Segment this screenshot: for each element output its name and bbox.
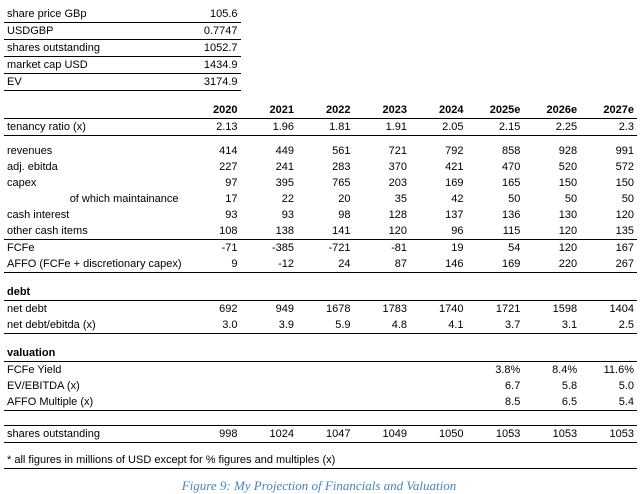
cell-value (410, 40, 467, 57)
row-label: AFFO (FCFe + discretionary capex) (4, 256, 184, 273)
cell-value: 169 (445, 177, 464, 189)
cell-value: 1049 (354, 426, 411, 443)
table-row (4, 143, 637, 159)
table-row (4, 426, 637, 443)
spacer-cell (4, 91, 637, 103)
table-row (4, 378, 637, 394)
column-header: 2027e (580, 102, 637, 119)
cell-value: 2.13 (184, 119, 241, 136)
cell-value (354, 345, 411, 362)
table-row (4, 6, 637, 23)
cell-value: 241 (275, 161, 295, 173)
cell-value: 8.5 (467, 394, 524, 411)
cell-value (467, 23, 524, 40)
spacer-row (4, 443, 637, 451)
column-header: 2025e (467, 102, 524, 119)
spacer-row (4, 136, 637, 144)
column-header: 2021 (241, 102, 298, 119)
cell-value: 998 (184, 426, 241, 443)
table-row (4, 175, 637, 191)
cell-value (580, 284, 637, 301)
cell-value: 3174.9 (184, 74, 241, 91)
row-label: capex (7, 177, 37, 189)
cell-value: 2.5 (580, 317, 637, 334)
cell-value: 414 (219, 145, 238, 157)
cell-value (354, 74, 411, 91)
cell-value: 1053 (580, 426, 637, 443)
cell-value (410, 378, 467, 394)
row-label: revenues (7, 145, 53, 157)
cell-value: 370 (388, 161, 408, 173)
cell-value (297, 394, 354, 411)
cell-value: 520 (558, 161, 578, 173)
cell-value: 2.15 (467, 119, 524, 136)
cell-value: 1434.9 (184, 57, 241, 74)
cell-value (410, 284, 467, 301)
spacer-cell (4, 334, 637, 346)
cell-value (297, 74, 354, 91)
cell-value (354, 6, 411, 23)
cell-value (580, 40, 637, 57)
cell-value: 4.1 (410, 317, 467, 334)
cell-value (184, 362, 241, 379)
cell-value: 108 (184, 223, 241, 240)
cell-value: 561 (332, 145, 351, 157)
cell-value (297, 378, 354, 394)
cell-value: 1052.7 (184, 40, 241, 57)
cell-value: 136 (501, 209, 521, 221)
cell-value (410, 23, 467, 40)
cell-value: -71 (221, 242, 238, 254)
footnote-text: * all figures in millions of USD except for % figures and multiples (x) (4, 450, 637, 469)
row-label: FCFe Yield (7, 364, 62, 376)
cell-value: 11.6% (603, 364, 634, 376)
cell-value (580, 74, 637, 91)
spacer-cell (4, 443, 637, 451)
cell-value (523, 23, 580, 40)
table-row (4, 57, 637, 74)
figure-caption: Figure 9: My Projection of Financials and Valuation (181, 478, 457, 493)
cell-value: 120 (523, 223, 580, 240)
row-label: shares outstanding (4, 426, 184, 443)
cell-value: 1740 (439, 303, 464, 315)
cell-value: 227 (219, 161, 238, 173)
cell-value (410, 345, 467, 362)
cell-value: 128 (388, 209, 408, 221)
table-row (4, 23, 637, 40)
cell-value: 421 (445, 161, 464, 173)
cell-value: 858 (501, 145, 521, 157)
row-label: debt (4, 284, 184, 301)
cell-value (241, 362, 298, 379)
cell-value: 96 (410, 223, 467, 240)
row-label: tenancy ratio (x) (4, 119, 184, 136)
table-row (4, 119, 637, 136)
cell-value: 203 (388, 177, 408, 189)
cell-value (184, 378, 241, 394)
cell-value: 150 (558, 177, 578, 189)
cell-value (354, 378, 411, 394)
footnote-row (4, 450, 637, 469)
cell-value: -385 (271, 242, 295, 254)
table-row (4, 256, 637, 273)
row-label: net debt (7, 303, 47, 315)
cell-value: 97 (225, 177, 238, 189)
column-header: 2023 (354, 102, 411, 119)
cell-value: 50 (508, 193, 521, 205)
spacer-row (4, 273, 637, 285)
column-header: 2024 (410, 102, 467, 119)
table-row (4, 394, 637, 411)
table-row (4, 159, 637, 175)
cell-value: 792 (445, 145, 464, 157)
cell-value (410, 394, 467, 411)
spacer-cell (4, 411, 637, 426)
cell-value: 9 (184, 256, 241, 273)
cell-value (241, 6, 298, 23)
cell-value: 4.8 (354, 317, 411, 334)
cell-value: 22 (281, 193, 295, 205)
cell-value: 137 (445, 209, 464, 221)
cell-value: 165 (501, 177, 521, 189)
cell-value (297, 345, 354, 362)
spacer-row (4, 334, 637, 346)
financial-table (4, 6, 637, 469)
cell-value: 1721 (495, 303, 521, 315)
cell-value: 3.8% (495, 364, 521, 376)
cell-value (241, 345, 298, 362)
cell-value (297, 40, 354, 57)
cell-value (184, 345, 241, 362)
cell-value (523, 57, 580, 74)
row-label: EV (4, 74, 184, 91)
cell-value (580, 57, 637, 74)
cell-value (523, 6, 580, 23)
cell-value (467, 345, 524, 362)
cell-value: 1.91 (354, 119, 411, 136)
cell-value (297, 362, 354, 379)
cell-value: 0.7747 (184, 23, 241, 40)
cell-value (580, 345, 637, 362)
row-label: net debt/ebitda (x) (4, 317, 184, 334)
table-row (4, 207, 637, 223)
cell-value: 949 (275, 303, 295, 315)
cell-value (354, 394, 411, 411)
cell-value (523, 284, 580, 301)
row-label: EV/EBITDA (x) (7, 380, 80, 392)
cell-value: 19 (451, 242, 464, 254)
cell-value (297, 6, 354, 23)
cell-value: 24 (297, 256, 354, 273)
table-row (4, 40, 637, 57)
cell-value: 1.96 (241, 119, 298, 136)
row-label (4, 102, 184, 119)
row-label: USDGBP (4, 23, 184, 40)
row-label: AFFO Multiple (x) (4, 394, 184, 411)
cell-value: -81 (391, 242, 408, 254)
cell-value: 991 (615, 145, 634, 157)
cell-value: 42 (451, 193, 464, 205)
cell-value (410, 74, 467, 91)
table-row (4, 74, 637, 91)
cell-value: 20 (338, 193, 351, 205)
cell-value: 1024 (241, 426, 298, 443)
cell-value (523, 345, 580, 362)
cell-value (410, 57, 467, 74)
cell-value (523, 74, 580, 91)
cell-value (467, 284, 524, 301)
cell-value (297, 57, 354, 74)
cell-value: 470 (501, 161, 521, 173)
cell-value: 1050 (410, 426, 467, 443)
cell-value (184, 394, 241, 411)
cell-value: 138 (241, 223, 298, 240)
cell-value: 765 (332, 177, 351, 189)
cell-value (184, 284, 241, 301)
cell-value: -721 (328, 242, 351, 254)
cell-value: 50 (564, 193, 578, 205)
cell-value: 449 (275, 145, 295, 157)
row-label: market cap USD (4, 57, 184, 74)
cell-value (523, 40, 580, 57)
cell-value (467, 57, 524, 74)
cell-value: 120 (354, 223, 411, 240)
cell-value: 3.9 (241, 317, 298, 334)
cell-value (241, 284, 298, 301)
cell-value: 87 (354, 256, 411, 273)
cell-value: 721 (388, 145, 408, 157)
row-label: share price GBp (4, 6, 184, 23)
cell-value (580, 6, 637, 23)
table-row (4, 301, 637, 318)
cell-value: 5.8 (561, 380, 578, 392)
table-row (4, 191, 637, 207)
financial-table-body (4, 6, 637, 469)
cell-value: 167 (615, 242, 634, 254)
cell-value: 283 (332, 161, 351, 173)
cell-value: 1678 (326, 303, 351, 315)
cell-value: 692 (219, 303, 238, 315)
row-label: valuation (4, 345, 184, 362)
cell-value: 1.81 (297, 119, 354, 136)
table-row (4, 362, 637, 379)
cell-value (354, 57, 411, 74)
cell-value: 135 (580, 223, 637, 240)
cell-value (241, 23, 298, 40)
row-label: cash interest (7, 209, 70, 221)
cell-value: 17 (225, 193, 238, 205)
cell-value: 146 (410, 256, 467, 273)
cell-value (467, 74, 524, 91)
cell-value (241, 74, 298, 91)
cell-value (354, 40, 411, 57)
cell-value: 50 (621, 193, 634, 205)
cell-value (410, 362, 467, 379)
cell-value: 1598 (552, 303, 578, 315)
column-header: 2022 (297, 102, 354, 119)
row-label: adj. ebitda (7, 161, 58, 173)
column-header: 2020 (184, 102, 241, 119)
cell-value (297, 23, 354, 40)
table-row (4, 317, 637, 334)
cell-value (241, 40, 298, 57)
cell-value: 267 (580, 256, 637, 273)
cell-value: 120 (615, 209, 634, 221)
cell-value (467, 40, 524, 57)
cell-value: 150 (615, 177, 634, 189)
column-header-row (4, 102, 637, 119)
cell-value (580, 23, 637, 40)
cell-value: 5.4 (580, 394, 637, 411)
column-header: 2026e (523, 102, 580, 119)
cell-value: 54 (508, 242, 521, 254)
cell-value: 1053 (467, 426, 524, 443)
cell-value: 5.9 (297, 317, 354, 334)
cell-value: 8.4% (552, 364, 578, 376)
row-label: other cash items (4, 223, 184, 240)
cell-value: 2.05 (410, 119, 467, 136)
cell-value: 3.0 (184, 317, 241, 334)
cell-value: 120 (558, 242, 578, 254)
cell-value: 220 (523, 256, 580, 273)
cell-value: 93 (225, 209, 238, 221)
cell-value (241, 378, 298, 394)
cell-value: -12 (241, 256, 298, 273)
cell-value: 3.1 (523, 317, 580, 334)
cell-value (241, 57, 298, 74)
spacer-cell (4, 136, 637, 144)
cell-value (354, 284, 411, 301)
table-row (4, 240, 637, 257)
cell-value: 105.6 (184, 6, 241, 23)
row-label: FCFe (7, 242, 35, 254)
cell-value: 169 (467, 256, 524, 273)
cell-value: 2.25 (523, 119, 580, 136)
cell-value: 93 (281, 209, 295, 221)
cell-value: 98 (338, 209, 351, 221)
cell-value (354, 362, 411, 379)
cell-value: 115 (467, 223, 524, 240)
cell-value: 572 (615, 161, 634, 173)
row-label: shares outstanding (4, 40, 184, 57)
spacer-row (4, 411, 637, 426)
cell-value: 130 (558, 209, 578, 221)
cell-value: 3.7 (467, 317, 524, 334)
cell-value (410, 6, 467, 23)
cell-value: 1404 (609, 303, 634, 315)
cell-value (354, 23, 411, 40)
cell-value: 6.7 (505, 380, 521, 392)
cell-value: 1047 (297, 426, 354, 443)
table-row (4, 284, 637, 301)
cell-value: 2.3 (580, 119, 637, 136)
spacer-cell (4, 273, 637, 285)
cell-value: 395 (275, 177, 295, 189)
cell-value (467, 6, 524, 23)
cell-value: 141 (297, 223, 354, 240)
spacer-row (4, 91, 637, 103)
table-row (4, 345, 637, 362)
cell-value (241, 394, 298, 411)
cell-value: 5.0 (618, 380, 634, 392)
cell-value: 928 (558, 145, 578, 157)
row-label: of which maintainance (69, 193, 179, 205)
cell-value (297, 284, 354, 301)
cell-value: 1053 (523, 426, 580, 443)
cell-value: 35 (394, 193, 408, 205)
cell-value: 6.5 (523, 394, 580, 411)
table-row (4, 223, 637, 240)
cell-value: 1783 (382, 303, 408, 315)
